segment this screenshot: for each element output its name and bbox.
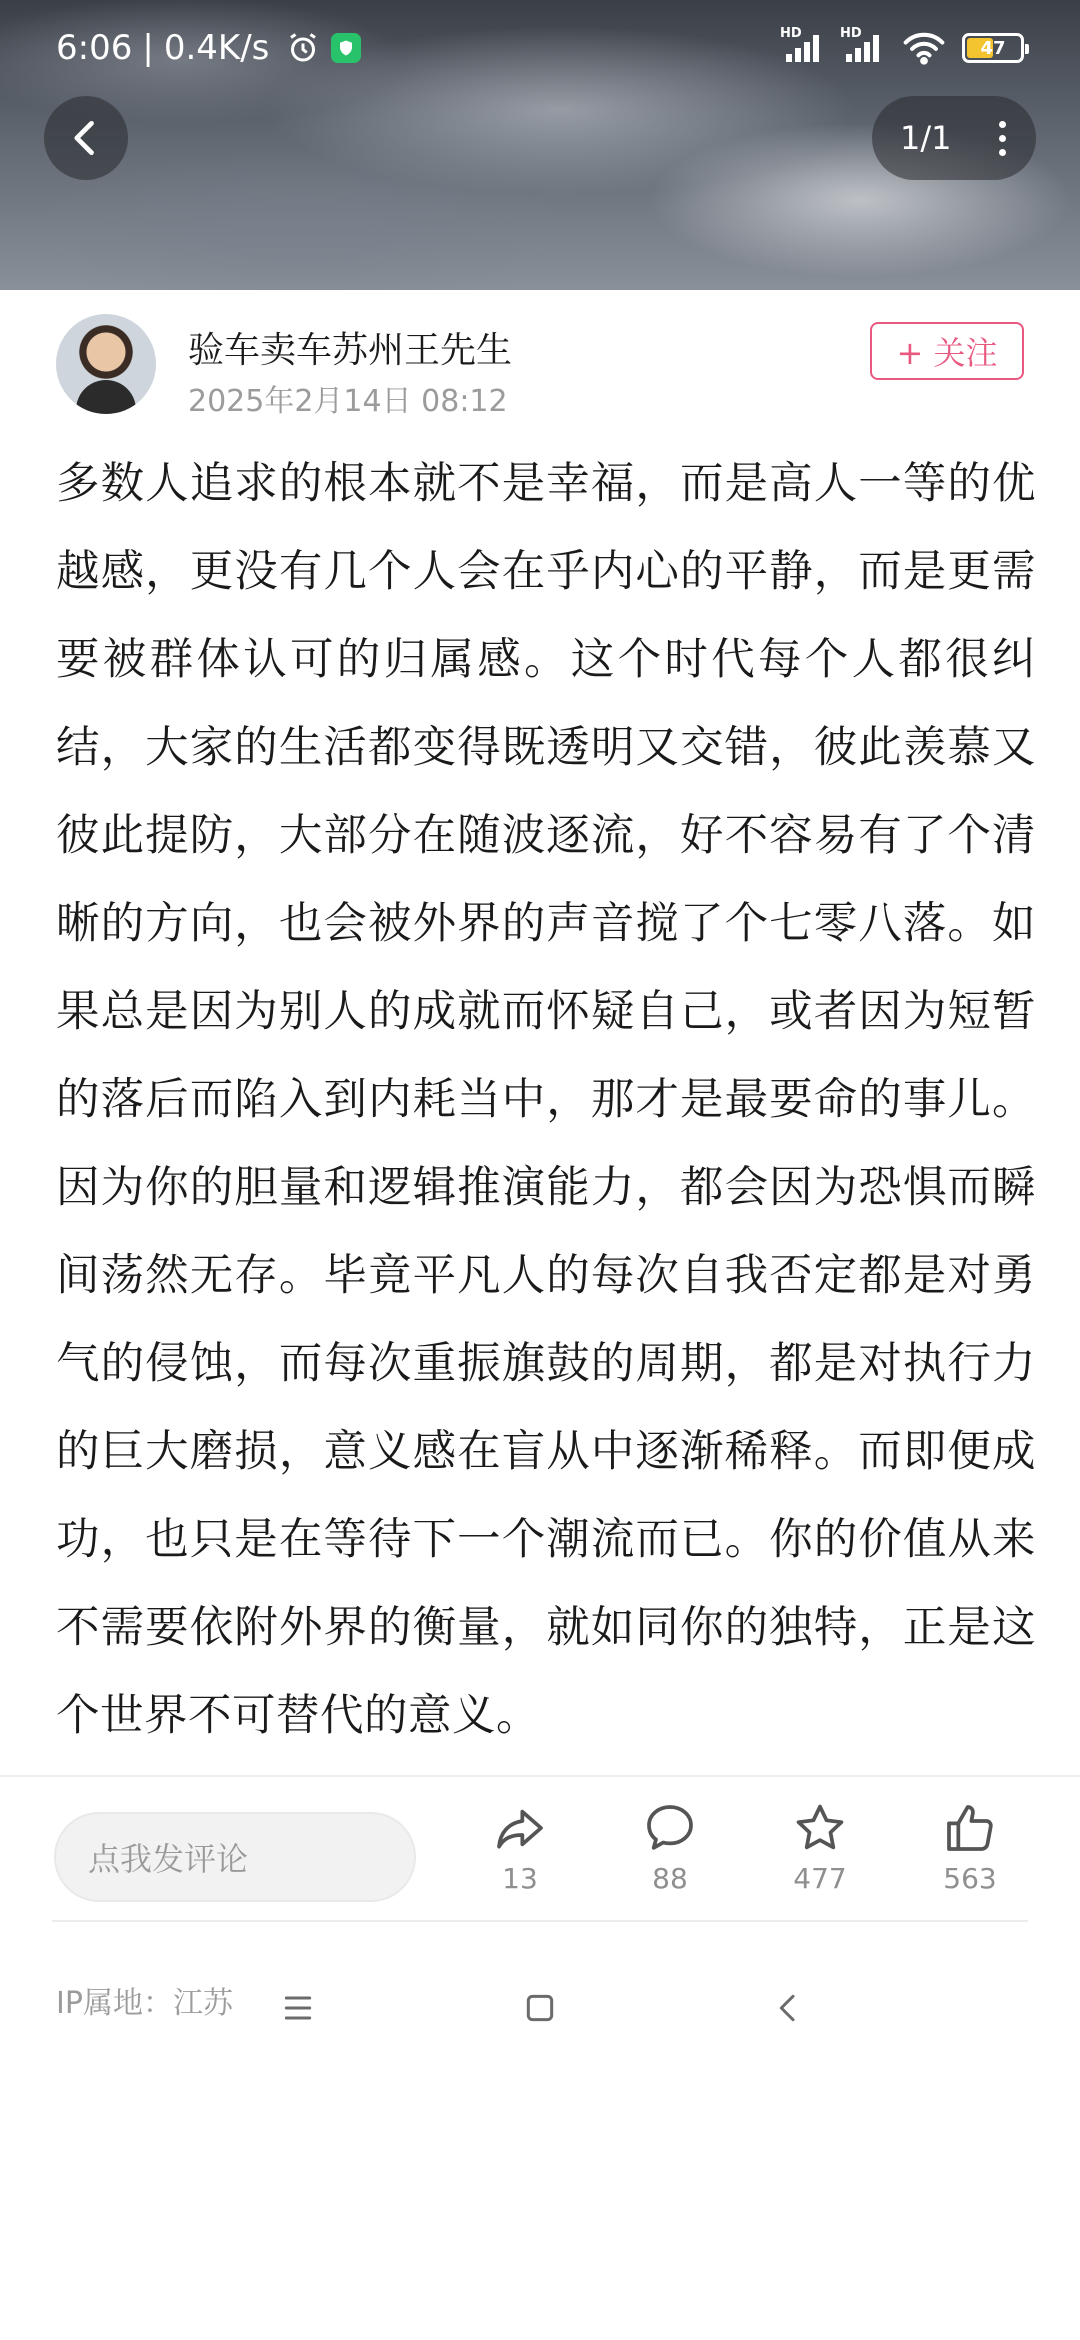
vpn-shield-icon bbox=[331, 33, 361, 63]
wifi-icon bbox=[902, 31, 946, 65]
action-bar bbox=[0, 1800, 1080, 1930]
post-body: 多数人追求的根本就不是幸福，而是高人一等的优越感，更没有几个人会在乎内心的平静，而是更需要被群体认可的归属感。这个时代每个人都很纠结，大家的生活都变得既透明又交错，彼此羡慕又彼此提防，大部分在随波逐流，好不容易有了个清晰的方向，也会被外界的声音搅了个七零八落。如果总是因为别人的成就而怀疑自己，或者因为短暂的落后而陷入到内耗当中，那才是最要命的事儿。因为你的胆量和逻辑推演能力，都会因为恐惧而瞬间荡然无存。毕竟平凡人的每次自我否定都是对勇气的侵蚀，而每次重振旗鼓的周期，都是对执行力的巨大磨损，意义感在盲从中逐渐稀释。而即便成功，也只是在等待下一个潮流而已。你的价值从来不需要依附外界的衡量，就如同你的独特，正是这个世界不可替代的意义。 bbox=[56, 459, 1036, 1741]
menu-icon bbox=[278, 1988, 318, 2028]
post-time: 2025年2月14日 08:12 bbox=[188, 384, 508, 419]
back-chevron-icon bbox=[768, 1988, 808, 2028]
follow-label: + 关注 bbox=[896, 334, 998, 372]
alarm-icon bbox=[285, 30, 321, 66]
signal-icon-1: HD bbox=[782, 32, 826, 64]
like-button[interactable] bbox=[910, 1800, 1030, 1895]
battery-level: 47 bbox=[980, 37, 1006, 59]
home-square-icon bbox=[520, 1988, 560, 2028]
status-separator: | bbox=[142, 28, 154, 68]
favorite-button[interactable] bbox=[760, 1800, 880, 1895]
share-icon bbox=[492, 1800, 548, 1856]
comment-button[interactable] bbox=[610, 1800, 730, 1895]
comment-input[interactable]: 点我发评论 bbox=[54, 1812, 416, 1902]
page-indicator: 1/1 bbox=[900, 119, 952, 157]
follow-button[interactable] bbox=[870, 322, 1024, 380]
comment-icon bbox=[642, 1800, 698, 1856]
system-nav-bar bbox=[0, 1960, 1080, 2050]
share-count: 13 bbox=[502, 1862, 538, 1895]
chevron-left-icon bbox=[64, 116, 108, 160]
thumbs-up-icon bbox=[942, 1800, 998, 1856]
more-vertical-icon[interactable] bbox=[992, 121, 1012, 156]
status-time: 6:06 bbox=[56, 28, 133, 68]
like-count: 563 bbox=[943, 1862, 997, 1895]
star-icon bbox=[792, 1800, 848, 1856]
signal-icon-2: HD bbox=[842, 32, 886, 64]
avatar[interactable] bbox=[56, 314, 156, 414]
page-indicator-pill bbox=[872, 96, 1036, 180]
header-image bbox=[0, 0, 1080, 290]
bottom-divider bbox=[52, 1920, 1028, 1922]
ip-location: IP属地：江苏 bbox=[56, 1986, 233, 2021]
battery-icon bbox=[962, 33, 1024, 63]
favorite-count: 477 bbox=[793, 1862, 847, 1895]
menu-button[interactable] bbox=[268, 1978, 328, 2038]
share-button[interactable] bbox=[460, 1800, 580, 1895]
home-button[interactable] bbox=[510, 1978, 570, 2038]
back-button[interactable] bbox=[44, 96, 128, 180]
author-name[interactable]: 验车卖车苏州王先生 bbox=[188, 330, 513, 371]
status-right bbox=[780, 26, 1024, 65]
status-bar bbox=[0, 0, 1080, 96]
net-speed: 0.4K/s bbox=[163, 28, 270, 68]
divider bbox=[0, 1775, 1080, 1777]
comment-count: 88 bbox=[652, 1862, 688, 1895]
status-left bbox=[56, 28, 361, 68]
system-back-button[interactable] bbox=[758, 1978, 818, 2038]
author-row bbox=[56, 314, 1024, 419]
